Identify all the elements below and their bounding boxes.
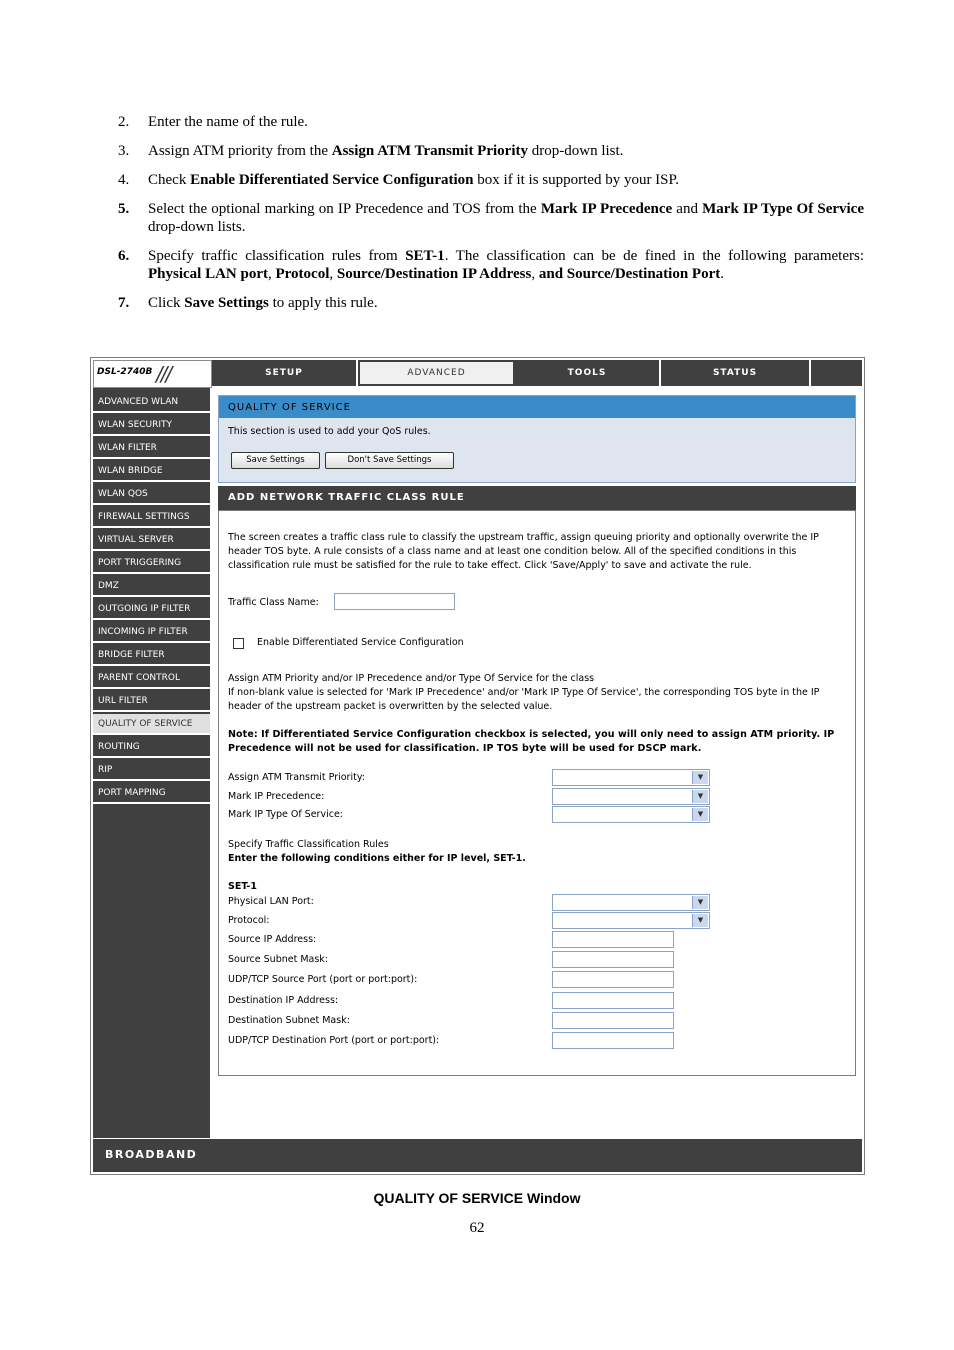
- sidebar-item-wlan-qos[interactable]: WLAN QOS: [93, 484, 210, 505]
- diff-service-note: Note: If Differentiated Service Configuration checkbox is selected, you will only need to assign ATM priority. IP Precedence will not be used for classification. IP TOS byte will be used for DSCP mark.: [228, 729, 835, 754]
- step-number: 3.: [118, 143, 130, 159]
- step-text: Assign ATM priority from the: [148, 143, 332, 159]
- rule-intro-text: The screen creates a traffic class rule to classify the upstream traffic, assign queuing priority and optionally overwrite the IP header TOS byte. A rule consists of a class name and at least one condition below. All of the specified conditions in this classification rule must be satisfied for the rule to take effect. Click 'Save/Apply' to save and activate the rule.: [228, 532, 819, 571]
- destination-port-input[interactable]: [552, 1032, 674, 1049]
- destination-subnet-mask-label: Destination Subnet Mask:: [228, 1015, 350, 1026]
- traffic-class-name-input[interactable]: [334, 593, 455, 610]
- sidebar-item-wlan-bridge[interactable]: WLAN BRIDGE: [93, 461, 210, 482]
- step-text: Protocol: [275, 266, 330, 282]
- sidebar: [93, 388, 210, 1138]
- step-text: ,: [531, 266, 539, 282]
- step-number: 7.: [118, 295, 130, 311]
- protocol-select[interactable]: [552, 912, 710, 929]
- sidebar-item-firewall-settings[interactable]: FIREWALL SETTINGS: [93, 507, 210, 528]
- figure-caption: QUALITY OF SERVICE Window: [373, 1190, 581, 1206]
- mark-tos-label: Mark IP Type Of Service:: [228, 809, 343, 820]
- chevron-down-icon: ▼: [692, 790, 708, 803]
- qos-panel: [218, 395, 856, 483]
- sidebar-item-wlan-security[interactable]: WLAN SECURITY: [93, 415, 210, 436]
- mark-ip-precedence-select[interactable]: [552, 788, 710, 805]
- chevron-down-icon: ▼: [692, 896, 708, 909]
- step-text: to apply this rule.: [268, 295, 378, 311]
- instruction-step: [118, 113, 864, 131]
- mark-tos-select[interactable]: [552, 806, 710, 823]
- source-subnet-mask-label: Source Subnet Mask:: [228, 954, 329, 965]
- sidebar-item-dmz[interactable]: DMZ: [93, 576, 210, 597]
- tab-status[interactable]: STATUS: [661, 360, 811, 386]
- instruction-step: [118, 247, 864, 283]
- step-text: Save Settings: [184, 295, 269, 311]
- dont-save-settings-button[interactable]: Don't Save Settings: [325, 452, 454, 469]
- step-text: .: [720, 266, 725, 282]
- step-text: Mark IP Precedence: [540, 201, 673, 217]
- instruction-list: [118, 113, 864, 323]
- footer-bar: [93, 1139, 862, 1172]
- specify-rules-heading: Specify Traffic Classification Rules: [228, 839, 389, 850]
- save-settings-button[interactable]: Save Settings: [231, 452, 320, 469]
- sidebar-item-advanced-wlan[interactable]: ADVANCED WLAN: [93, 392, 210, 413]
- sidebar-item-parent-control[interactable]: PARENT CONTROL: [93, 668, 210, 689]
- instruction-step: [118, 171, 864, 189]
- rule-panel-title: ADD NETWORK TRAFFIC CLASS RULE: [228, 492, 465, 503]
- assign-priority-heading: Assign ATM Priority and/or IP Precedence and/or Type Of Service for the class: [228, 673, 595, 684]
- sidebar-item-incoming-ip-filter[interactable]: INCOMING IP FILTER: [93, 622, 210, 643]
- destination-subnet-mask-input[interactable]: [552, 1012, 674, 1029]
- step-text: Source/Destination IP Address: [336, 266, 532, 282]
- protocol-label: Protocol:: [228, 915, 270, 926]
- enable-diff-service-label: Enable Differentiated Service Configuration: [257, 637, 464, 648]
- chevron-down-icon: ▼: [692, 808, 708, 821]
- footer-brand: BROADBAND: [105, 1148, 198, 1161]
- source-ip-input[interactable]: [552, 931, 674, 948]
- step-text: drop-down list.: [528, 143, 624, 159]
- source-ip-label: Source IP Address:: [228, 934, 317, 945]
- atm-priority-label: Assign ATM Transmit Priority:: [228, 772, 365, 783]
- step-text: Click: [148, 295, 185, 311]
- specify-rules-subheading: Enter the following conditions either for IP level, SET-1.: [228, 853, 526, 864]
- qos-panel-description: This section is used to add your QoS rules.: [228, 426, 431, 437]
- sidebar-item-routing[interactable]: ROUTING: [93, 737, 210, 758]
- sidebar-item-wlan-filter[interactable]: WLAN FILTER: [93, 438, 210, 459]
- rule-panel-header: [218, 486, 856, 510]
- sidebar-item-url-filter[interactable]: URL FILTER: [93, 691, 210, 712]
- step-text: and Source/Destination Port: [538, 266, 721, 282]
- step-text: Mark IP Type Of Service: [702, 201, 864, 217]
- qos-panel-header: [219, 396, 855, 418]
- device-logo: [93, 360, 212, 388]
- step-text: . The classification can be de fined in the following parameters:: [444, 248, 864, 264]
- step-number: 6.: [118, 248, 130, 264]
- mark-ip-precedence-label: Mark IP Precedence:: [228, 791, 325, 802]
- step-text: Assign ATM Transmit Priority: [331, 143, 528, 159]
- step-text: Enable Differentiated Service Configuration: [190, 172, 474, 188]
- destination-port-label: UDP/TCP Destination Port (port or port:port):: [228, 1035, 440, 1046]
- step-text: Physical LAN port: [148, 266, 268, 282]
- set-1-label: SET-1: [228, 881, 257, 892]
- assign-priority-description: If non-blank value is selected for 'Mark IP Precedence' and/or 'Mark IP Type Of Service', the corresponding TOS byte in the IP header of the upstream packet is overwritten by the selected value.: [228, 687, 820, 712]
- step-text: drop-down lists.: [148, 219, 246, 235]
- source-subnet-mask-input[interactable]: [552, 951, 674, 968]
- step-text: box if it is supported by your ISP.: [473, 172, 679, 188]
- step-number: 2.: [118, 114, 130, 130]
- sidebar-item-port-mapping[interactable]: PORT MAPPING: [93, 783, 210, 804]
- top-navigation: [212, 360, 862, 386]
- traffic-class-name-label: Traffic Class Name:: [228, 597, 319, 608]
- sidebar-item-port-triggering[interactable]: PORT TRIGGERING: [93, 553, 210, 574]
- destination-ip-input[interactable]: [552, 992, 674, 1009]
- instruction-step: [118, 294, 864, 312]
- sidebar-item-bridge-filter[interactable]: BRIDGE FILTER: [93, 645, 210, 666]
- instruction-step: [118, 200, 864, 236]
- step-text: ,: [329, 266, 337, 282]
- chevron-down-icon: ▼: [692, 914, 708, 927]
- tab-setup[interactable]: SETUP: [212, 360, 358, 386]
- main-content: [212, 388, 862, 1138]
- tab-advanced[interactable]: ADVANCED: [358, 360, 515, 386]
- step-text: Select the optional marking on IP Precedence and TOS from the: [148, 201, 541, 217]
- sidebar-item-quality-of-service[interactable]: QUALITY OF SERVICE: [93, 714, 210, 735]
- physical-lan-port-label: Physical LAN Port:: [228, 896, 314, 907]
- sidebar-item-rip[interactable]: RIP: [93, 760, 210, 781]
- logo-slashes-icon: ///: [156, 362, 171, 386]
- step-text: Check: [148, 172, 191, 188]
- router-ui-screenshot: [90, 357, 865, 1175]
- sidebar-item-virtual-server[interactable]: VIRTUAL SERVER: [93, 530, 210, 551]
- step-text: Specify traffic classification rules from: [148, 248, 406, 264]
- step-text: SET-1: [405, 248, 445, 264]
- qos-panel-title: QUALITY OF SERVICE: [228, 402, 351, 413]
- step-text: and: [672, 201, 703, 217]
- sidebar-item-outgoing-ip-filter[interactable]: OUTGOING IP FILTER: [93, 599, 210, 620]
- step-text: Enter the name of the rule.: [148, 114, 308, 130]
- step-number: 5.: [118, 201, 130, 217]
- atm-priority-select[interactable]: [552, 769, 710, 786]
- step-number: 4.: [118, 172, 130, 188]
- logo-text: DSL-2740B: [97, 367, 153, 377]
- page-number: 62: [469, 1220, 485, 1236]
- step-text: ,: [268, 266, 276, 282]
- instruction-step: [118, 142, 864, 160]
- rule-panel: [218, 510, 856, 1076]
- enable-diff-service-checkbox[interactable]: [233, 638, 244, 649]
- destination-ip-label: Destination IP Address:: [228, 995, 339, 1006]
- physical-lan-port-select[interactable]: [552, 894, 710, 911]
- tab-tools[interactable]: TOOLS: [515, 360, 661, 386]
- chevron-down-icon: ▼: [692, 771, 708, 784]
- source-port-input[interactable]: [552, 971, 674, 988]
- source-port-label: UDP/TCP Source Port (port or port:port):: [228, 974, 418, 985]
